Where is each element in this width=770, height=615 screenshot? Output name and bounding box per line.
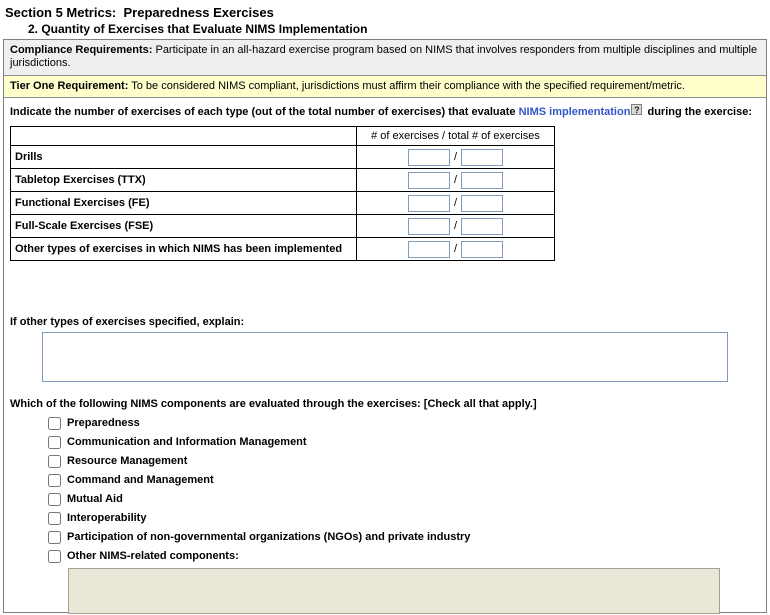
slash-separator: / — [453, 151, 458, 163]
checkbox-row-preparedness[interactable] — [48, 416, 766, 430]
checkbox-row-mutual-aid[interactable] — [48, 492, 766, 506]
checkbox-row-communication[interactable] — [48, 435, 766, 449]
table-row — [11, 169, 555, 192]
compliance-requirements-section — [4, 40, 766, 75]
explain-label: If other types of exercises specified, explain: — [10, 316, 245, 328]
checkbox-label: Resource Management — [67, 455, 188, 467]
checkbox-label: Preparedness — [67, 417, 140, 429]
communication-checkbox[interactable] — [48, 436, 61, 449]
interoperability-checkbox[interactable] — [48, 512, 61, 525]
explain-textarea[interactable] — [42, 332, 728, 382]
indicate-text-before: Indicate the number of exercises of each type (out of the total number of exercises) that evaluate — [10, 106, 519, 118]
checkbox-label: Communication and Information Management — [67, 436, 307, 448]
checkbox-row-interoperability[interactable] — [48, 511, 766, 525]
mutual-aid-checkbox[interactable] — [48, 493, 61, 506]
exercises-table — [10, 126, 555, 261]
page-subtitle: 2. Quantity of Exercises that Evaluate NIMS Implementation — [28, 22, 368, 36]
resource-management-checkbox[interactable] — [48, 455, 61, 468]
tier-one-requirement-text: To be considered NIMS compliant, jurisdictions must affirm their compliance with the specified requirement/metric. — [128, 80, 685, 92]
compliance-requirements-text: Participate in an all-hazard exercise program based on NIMS that involves responders from multiple disciplines and multiple jurisdictions. — [10, 44, 758, 69]
row-label-functional: Functional Exercises (FE) — [11, 192, 357, 215]
row-label-fullscale: Full-Scale Exercises (FSE) — [11, 215, 357, 238]
indicate-text-after: during the exercise: — [644, 106, 753, 118]
fullscale-total-input[interactable] — [461, 218, 503, 235]
checkbox-row-resource-management[interactable] — [48, 454, 766, 468]
drills-count-input[interactable] — [408, 149, 450, 166]
help-icon[interactable]: ? — [631, 104, 642, 115]
row-label-drills: Drills — [11, 146, 357, 169]
table-header-counts: # of exercises / total # of exercises — [357, 127, 555, 146]
checkbox-label: Participation of non-governmental organizations (NGOs) and private industry — [67, 531, 471, 543]
tier-one-requirement-section — [4, 75, 766, 98]
checkbox-label: Mutual Aid — [67, 493, 123, 505]
command-management-checkbox[interactable] — [48, 474, 61, 487]
fullscale-count-input[interactable] — [408, 218, 450, 235]
slash-separator: / — [453, 197, 458, 209]
table-row — [11, 215, 555, 238]
slash-separator: / — [453, 174, 458, 186]
page-title: Section 5 Metrics: Preparedness Exercises — [5, 5, 274, 20]
checkbox-label: Command and Management — [67, 474, 214, 486]
tier-one-requirement-label: Tier One Requirement: — [10, 80, 129, 92]
components-question-label: Which of the following NIMS components are evaluated through the exercises: [Check all that apply.] — [10, 398, 537, 410]
table-row — [11, 146, 555, 169]
form-container — [3, 39, 767, 613]
other-total-input[interactable] — [461, 241, 503, 258]
drills-total-input[interactable] — [461, 149, 503, 166]
checkbox-row-ngo-participation[interactable] — [48, 530, 766, 544]
checkbox-row-command-management[interactable] — [48, 473, 766, 487]
checkbox-label: Other NIMS-related components: — [67, 550, 239, 562]
row-label-other: Other types of exercises in which NIMS has been implemented — [11, 238, 357, 261]
table-header-row — [11, 127, 555, 146]
table-header-empty-cell — [11, 127, 357, 146]
other-components-checkbox[interactable] — [48, 550, 61, 563]
functional-count-input[interactable] — [408, 195, 450, 212]
compliance-requirements-label: Compliance Requirements: — [10, 44, 153, 56]
nims-implementation-link[interactable]: NIMS implementation — [518, 106, 631, 118]
slash-separator: / — [453, 243, 458, 255]
indicate-instruction — [4, 98, 766, 122]
tabletop-total-input[interactable] — [461, 172, 503, 189]
row-label-tabletop: Tabletop Exercises (TTX) — [11, 169, 357, 192]
table-row — [11, 238, 555, 261]
ngo-participation-checkbox[interactable] — [48, 531, 61, 544]
other-components-textarea[interactable] — [68, 568, 720, 614]
functional-total-input[interactable] — [461, 195, 503, 212]
table-row — [11, 192, 555, 215]
checkbox-label: Interoperability — [67, 512, 147, 524]
other-count-input[interactable] — [408, 241, 450, 258]
checkbox-row-other-components[interactable] — [48, 549, 766, 563]
tabletop-count-input[interactable] — [408, 172, 450, 189]
slash-separator: / — [453, 220, 458, 232]
preparedness-checkbox[interactable] — [48, 417, 61, 430]
